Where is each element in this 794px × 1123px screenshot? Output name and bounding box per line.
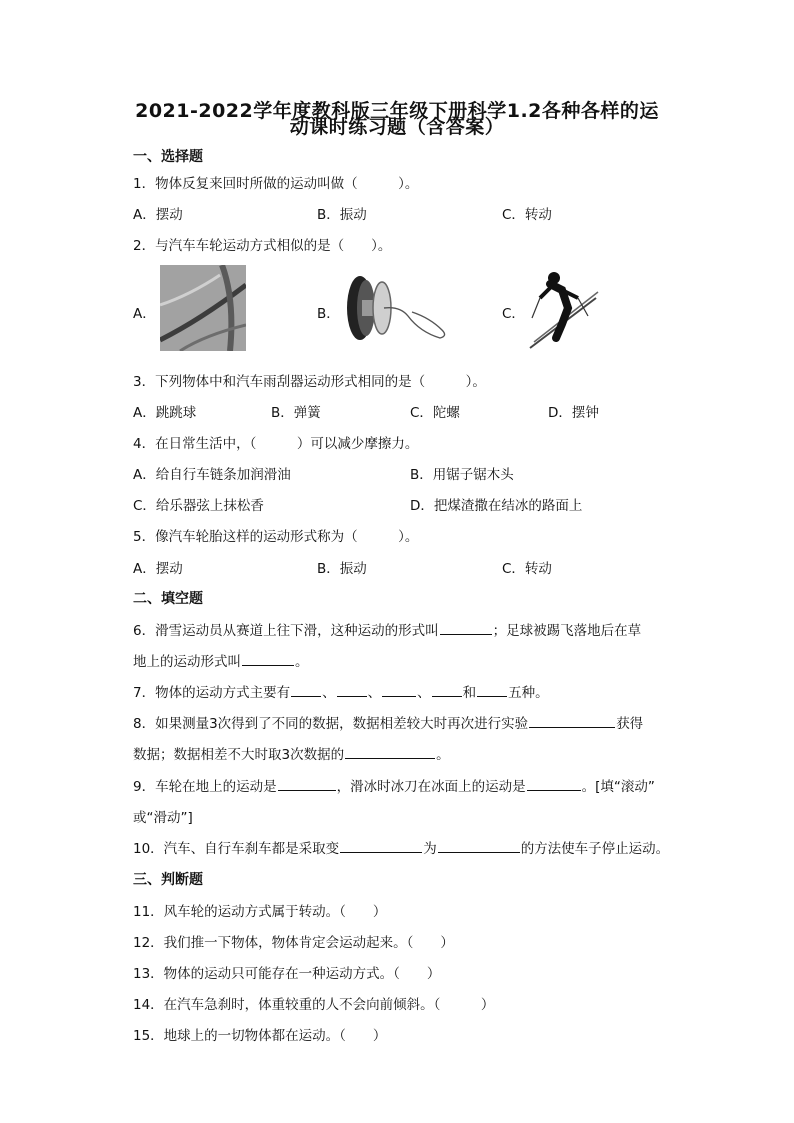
q13-stem: 13．物体的运动只可能存在一种运动方式。（ ） <box>133 966 441 982</box>
q8-blank-1[interactable] <box>529 726 615 728</box>
section-choice: 一、选择题 <box>133 149 203 165</box>
q14-stem: 14．在汽车急刹时，体重较重的人不会向前倾斜。（ ） <box>133 997 495 1013</box>
q9-text-3: 。[填“滚动” <box>581 779 655 795</box>
q9-blank-1[interactable] <box>278 789 336 791</box>
q4-option-c: C．给乐器弦上抹松香 <box>133 498 264 514</box>
q15-stem: 15．地球上的一切物体都在运动。（ ） <box>133 1028 387 1044</box>
skier-image <box>526 268 602 352</box>
q8-text-3: 数据；数据相差不大时取3次数据的 <box>133 747 345 763</box>
q3-option-b: B．弹簧 <box>271 405 321 421</box>
q9-line-1 <box>133 775 655 795</box>
q6-text-1: 6．滑雪运动员从赛道上往下滑，这种运动的形式叫 <box>133 623 439 639</box>
q8-text-2: 获得 <box>616 716 644 732</box>
q10-text-1: 10．汽车、自行车刹车都是采取变 <box>133 841 340 857</box>
q10-text-3: 的方法使车子停止运动。 <box>520 841 670 857</box>
q6-blank-2[interactable] <box>242 664 294 666</box>
q2-stem: 2．与汽车车轮运动方式相似的是（ ）。 <box>133 238 392 254</box>
q3-option-a: A．跳跳球 <box>133 405 197 421</box>
q6-blank-1[interactable] <box>440 633 492 635</box>
q9-text-1: 9．车轮在地上的运动是 <box>133 779 277 795</box>
q4-option-b: B．用锯子锯木头 <box>410 467 514 483</box>
q7-blank-4[interactable] <box>432 695 462 697</box>
q3-stem: 3．下列物体中和汽车雨刮器运动形式相同的是（ ）。 <box>133 374 486 390</box>
q4-option-d: D．把煤渣撒在结冰的路面上 <box>410 498 583 514</box>
q1-option-b: B．振动 <box>317 207 367 223</box>
title-line-2: 动课时练习题（含答案） <box>289 116 505 138</box>
q10-text-2: 为 <box>423 841 437 857</box>
q2-option-b: B． <box>317 306 340 322</box>
section-fill-blank: 二、填空题 <box>133 591 203 607</box>
q5-option-a: A．摆动 <box>133 561 183 577</box>
q3-option-d: D．摆钟 <box>548 405 599 421</box>
title-line-1: 2021-2022学年度教科版三年级下册科学1.2各种各样的运 <box>135 100 659 122</box>
q8-line-1 <box>133 712 643 732</box>
q9-blank-2[interactable] <box>527 789 581 791</box>
q7-line <box>133 681 549 701</box>
q6-text-3: 地上的运动形式叫 <box>133 654 241 670</box>
q7-text-1: 7．物体的运动方式主要有 <box>133 685 291 701</box>
q1-stem: 1．物体反复来回时所做的运动叫做（ ）。 <box>133 176 419 192</box>
q5-option-b: B．振动 <box>317 561 367 577</box>
q7-blank-3[interactable] <box>382 695 416 697</box>
q7-sep-1: 、 <box>322 685 336 701</box>
q7-end: 五种。 <box>508 685 549 701</box>
q7-blank-2[interactable] <box>337 695 367 697</box>
q6-line-1 <box>133 619 641 639</box>
q10-line <box>133 837 669 857</box>
q11-stem: 11．风车轮的运动方式属于转动。（ ） <box>133 904 387 920</box>
q5-stem: 5．像汽车轮胎这样的运动形式称为（ ）。 <box>133 529 419 545</box>
q6-line-2 <box>133 650 309 670</box>
q10-blank-2[interactable] <box>438 851 520 853</box>
q1-option-c: C．转动 <box>502 207 552 223</box>
q7-and: 和 <box>462 685 477 701</box>
q9-line-2: 或“滑动”] <box>133 810 193 826</box>
q8-line-2 <box>133 743 450 763</box>
q12-stem: 12．我们推一下物体，物体肯定会运动起来。（ ） <box>133 935 454 951</box>
q6-text-2: ；足球被踢飞落地后在草 <box>492 623 642 639</box>
q1-option-a: A．摆动 <box>133 207 183 223</box>
section-true-false: 三、判断题 <box>133 872 203 888</box>
q7-blank-1[interactable] <box>291 695 321 697</box>
q10-blank-1[interactable] <box>340 851 422 853</box>
q5-option-c: C．转动 <box>502 561 552 577</box>
q3-option-c: C．陀螺 <box>410 405 460 421</box>
q8-text-1: 8．如果测量3次得到了不同的数据，数据相差较大时再次进行实验 <box>133 716 529 732</box>
q7-sep-2: 、 <box>367 685 382 701</box>
q6-text-4: 。 <box>295 654 309 670</box>
q7-sep-3: 、 <box>417 685 431 701</box>
q8-blank-2[interactable] <box>345 757 435 759</box>
wheel-photo-image <box>160 265 246 351</box>
q7-blank-5[interactable] <box>477 695 507 697</box>
q2-option-a: A． <box>133 306 156 322</box>
q2-option-c: C． <box>502 306 525 322</box>
yoyo-image <box>340 272 452 348</box>
q4-option-a: A．给自行车链条加润滑油 <box>133 467 291 483</box>
q4-stem: 4．在日常生活中，（ ）可以减少摩擦力。 <box>133 436 419 452</box>
q9-text-2: ，滑冰时冰刀在冰面上的运动是 <box>336 779 526 795</box>
q8-text-4: 。 <box>436 747 450 763</box>
